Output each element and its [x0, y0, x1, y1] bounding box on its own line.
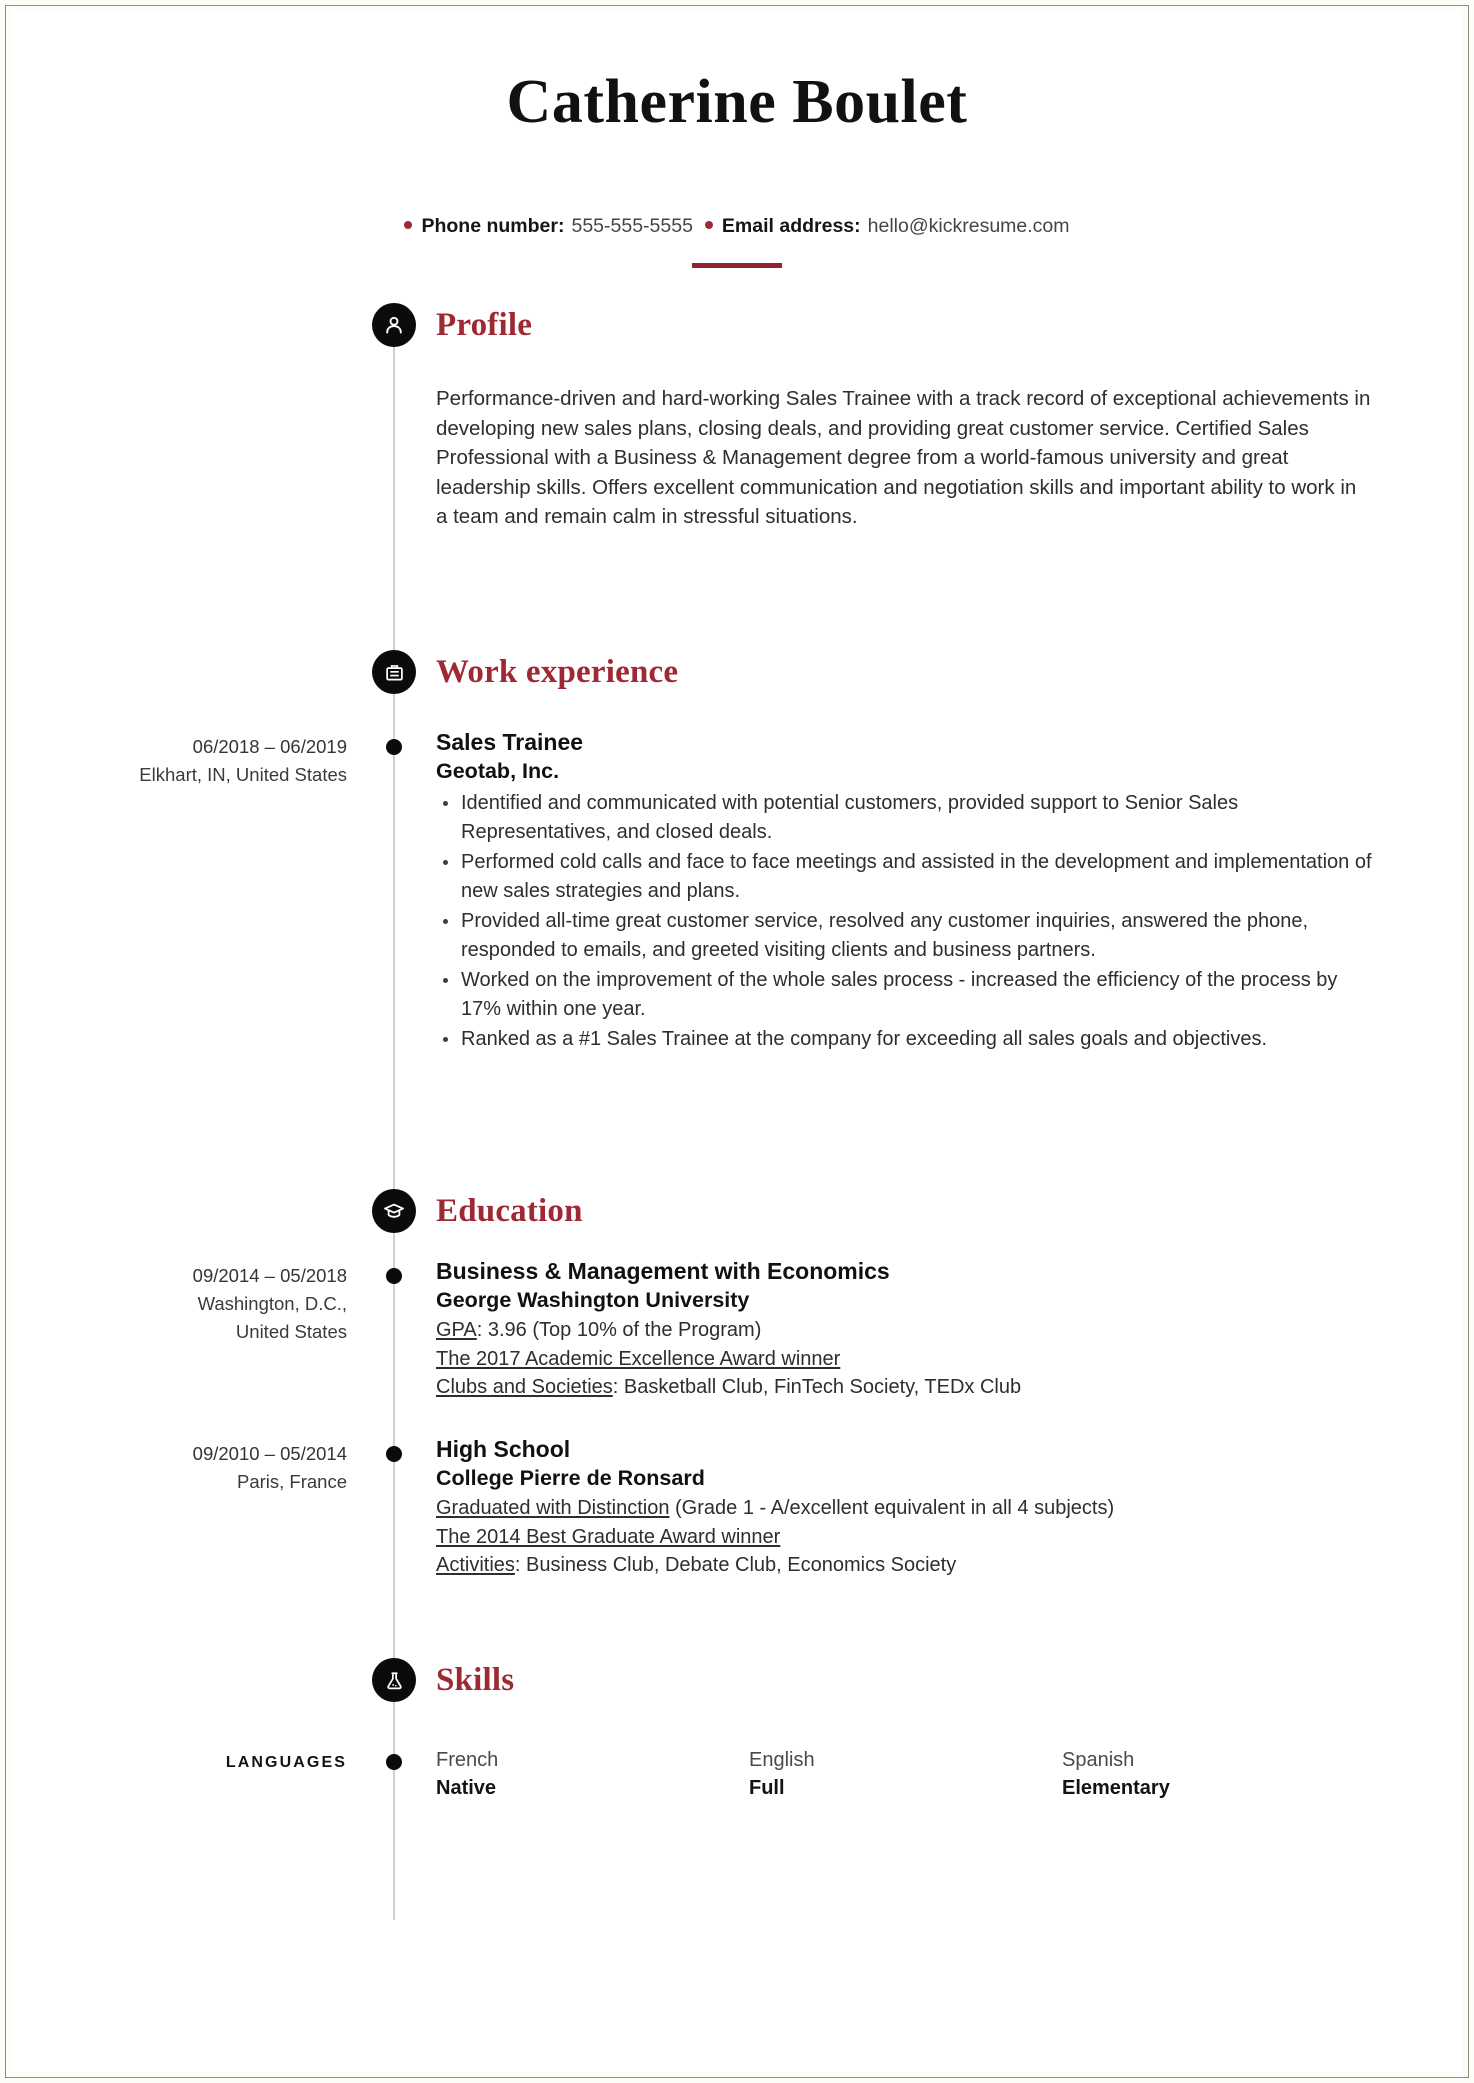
education-detail-value: : 3.96 (Top 10% of the Program) — [476, 1319, 762, 1341]
education-detail-label: Graduated with Distinction — [436, 1497, 670, 1519]
education-entry-dates: 09/2014 – 05/2018 — [192, 1265, 347, 1286]
education-entry-location-line-2: United States — [235, 1321, 347, 1342]
contact-row — [12, 215, 1462, 238]
list-item: Provided all-time great customer service, resolved any customer inquiries, answered the phone, responded to emails, and greeted visiting clients and business partners. — [461, 907, 1376, 965]
section-title-profile: Profile — [436, 307, 533, 343]
education-detail-value: : Basketball Club, FinTech Society, TEDx Club — [612, 1376, 1022, 1398]
education-detail-line — [436, 1316, 1376, 1345]
languages-grid — [436, 1746, 1376, 1802]
education-detail-label: The 2017 Academic Excellence Award winner — [436, 1347, 841, 1370]
education-detail-line — [436, 1523, 1376, 1552]
work-entry-location: Elkhart, IN, United States — [139, 764, 347, 785]
education-detail-line — [436, 1345, 1376, 1374]
section-title-skills: Skills — [436, 1662, 515, 1698]
language-level: Elementary — [1062, 1777, 1170, 1799]
education-detail-label: The 2014 Best Graduate Award winner — [436, 1525, 781, 1548]
education-entry-body — [436, 1435, 1376, 1580]
timeline-dot — [386, 1268, 402, 1284]
email-value[interactable]: hello@kickresume.com — [867, 215, 1070, 237]
education-entry-location-line-1: Paris, France — [236, 1471, 347, 1492]
education-entry-school: College Pierre de Ronsard — [436, 1466, 705, 1490]
language-name: Spanish — [1062, 1749, 1135, 1771]
bullet-dot-icon — [404, 221, 412, 229]
education-detail-label: Activities — [436, 1554, 515, 1576]
education-entry-location-line-1: Washington, D.C., — [197, 1293, 347, 1314]
resume-document — [12, 10, 1462, 2072]
page-title: Catherine Boulet — [506, 68, 968, 136]
education-entry-details — [436, 1494, 1376, 1580]
header-divider — [692, 263, 782, 268]
language-item — [436, 1746, 749, 1802]
profile-summary-text: Performance-driven and hard-working Sales Trainee with a track record of exceptional achievements in developing new sales plans, closing deals, and providing great customer service. Certified Sales Professional with a Business & Management degree from a world-famous university and great leadership skills. Offers excellent communication and negotiation skills and important ability to work in a team and remain calm in stressful situations. — [436, 387, 1371, 528]
work-entry-body — [436, 728, 1376, 1055]
section-title-work-experience: Work experience — [436, 654, 679, 690]
language-name: English — [749, 1749, 815, 1771]
education-entry-school: George Washington University — [436, 1288, 750, 1312]
education-entry-meta — [72, 1262, 347, 1346]
education-entry-title: High School — [436, 1436, 571, 1462]
bullet-dot-icon — [705, 221, 713, 229]
list-item: Performed cold calls and face to face meetings and assisted in the development and implementation of new sales strategies and plans. — [461, 848, 1376, 906]
education-detail-value: (Grade 1 - A/excellent equivalent in all 4 subjects) — [669, 1497, 1115, 1519]
section-title-education: Education — [436, 1193, 583, 1229]
language-level: Full — [749, 1777, 785, 1799]
language-item — [1062, 1746, 1375, 1802]
work-entry-meta — [72, 733, 347, 789]
work-entry-bullet-list — [436, 789, 1376, 1054]
phone-label: Phone number: — [421, 215, 565, 237]
education-detail-line — [436, 1494, 1376, 1523]
graduation-cap-icon — [372, 1189, 416, 1233]
person-icon — [372, 303, 416, 347]
email-label: Email address: — [721, 215, 861, 237]
education-detail-label: GPA — [436, 1319, 477, 1341]
education-entry-details — [436, 1316, 1376, 1402]
education-detail-line — [436, 1373, 1376, 1402]
language-item — [749, 1746, 1062, 1802]
list-item: Ranked as a #1 Sales Trainee at the company for exceeding all sales goals and objectives. — [461, 1025, 1376, 1054]
education-entry-body — [436, 1257, 1376, 1402]
skills-group-label: LANGUAGES — [225, 1754, 347, 1771]
education-detail-label: Clubs and Societies — [436, 1376, 613, 1398]
timeline-dot — [386, 739, 402, 755]
timeline-dot — [386, 1754, 402, 1770]
language-level: Native — [436, 1777, 497, 1799]
work-entry-company: Geotab, Inc. — [436, 759, 560, 783]
education-entry-dates: 09/2010 – 05/2014 — [192, 1443, 347, 1464]
list-item: Identified and communicated with potential customers, provided support to Senior Sales Representatives, and closed deals. — [461, 789, 1376, 847]
education-entry-title: Business & Management with Economics — [436, 1258, 890, 1284]
work-entry-dates: 06/2018 – 06/2019 — [192, 736, 347, 757]
flask-icon — [372, 1658, 416, 1702]
education-detail-line — [436, 1551, 1376, 1580]
briefcase-icon — [372, 650, 416, 694]
work-entry-title: Sales Trainee — [436, 729, 584, 755]
education-entry-meta — [72, 1440, 347, 1496]
timeline-dot — [386, 1446, 402, 1462]
list-item: Worked on the improvement of the whole sales process - increased the efficiency of the process by 17% within one year. — [461, 966, 1376, 1024]
language-name: French — [436, 1749, 499, 1771]
education-detail-value: : Business Club, Debate Club, Economics Society — [514, 1554, 957, 1576]
phone-value[interactable]: 555-555-5555 — [571, 215, 693, 237]
